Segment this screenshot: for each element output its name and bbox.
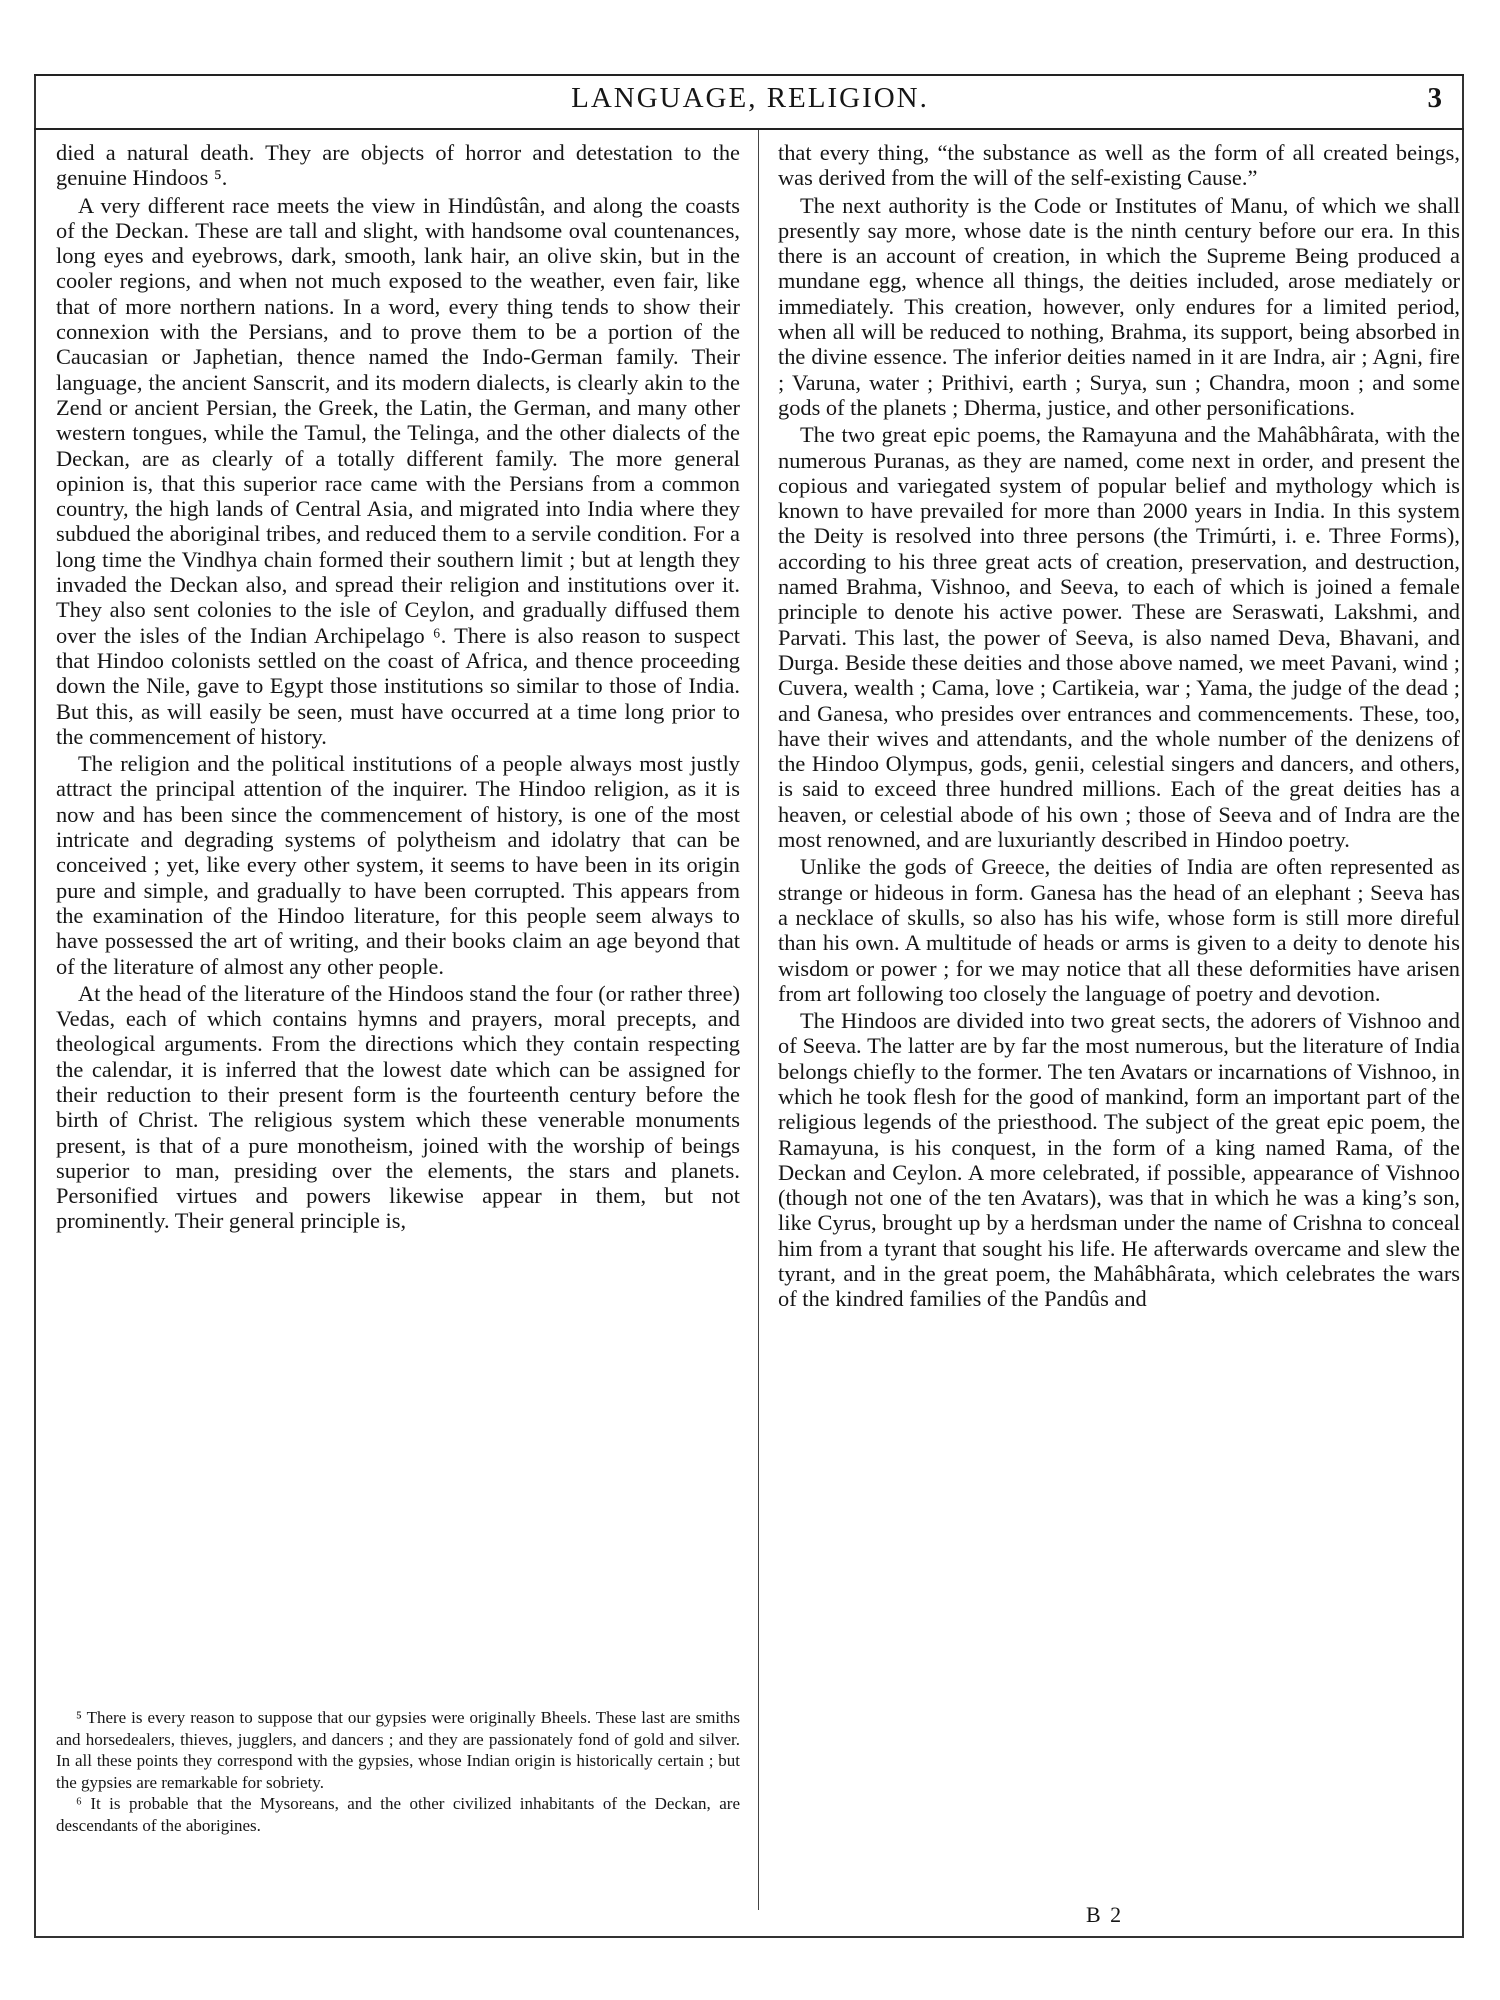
paragraph: Unlike the gods of Greece, the deities of India are often represented as strange or hideous in form. Ganesa has the head of an elephant ; Seeva has a necklace of skulls, so also has his wife, whose form is still more direful than his own. A multitude of heads or arms is given to a deity to denote his wisdom or power ; for we may notice that all these deformities have arisen from art following too closely the language of poetry and devotion. [778,854,1460,1006]
paragraph: At the head of the literature of the Hindoos stand the four (or rather three) Vedas, each of which contains hymns and prayers, moral precepts, and theological arguments. From the directions which they contain respecting the calendar, it is inferred that the lowest date which can be assigned for their reduction to their present form is the fourteenth century before the birth of Christ. The religious system which these venerable monuments present, is that of a pure monotheism, joined with the worship of beings superior to man, presiding over the elements, the stars and planets. Personified virtues and powers likewise appear in them, but not prominently. Their general principle is, [56,980,740,1234]
bottom-rule [34,1936,1464,1938]
paragraph: died a natural death. They are objects of horror and detestation to the genuine Hindoos ⁵. [56,140,740,191]
paragraph: The next authority is the Code or Institutes of Manu, of which we shall presently say more, whose date is the ninth century before our era. In this there is an account of creation, in which the Supreme Being produced a mundane egg, whence all things, the deities included, arose mediately or immediately. This creation, however, only endures for a limited period, when all will be reduced to nothing, Brahma, its support, being absorbed in the divine essence. The inferior deities named in it are Indra, air ; Agni, fire ; Varuna, water ; Prithivi, earth ; Surya, sun ; Chandra, moon ; and some gods of the planets ; Dherma, justice, and other personifications. [778,192,1460,420]
paragraph: A very different race meets the view in Hindûstân, and along the coasts of the Deckan. These are tall and slight, with handsome oval countenances, long eyes and eyebrows, dark, smooth, lank hair, an olive skin, but in the cooler regions, and when not much exposed to the weather, even fair, like that of more northern nations. In a word, every thing tends to show their connexion with the Persians, and to prove them to be a portion of the Caucasian or Japhetian, thence named the Indo-German family. Their language, the ancient Sanscrit, and its modern dialects, is clearly akin to the Zend or ancient Persian, the Greek, the Latin, the German, and many other western tongues, while the Tamul, the Telinga, and the other dialects of the Deckan, are as clearly of a totally different family. The more general opinion is, that this superior race came with the Persians from a common country, the high lands of Central Asia, and migrated into India where they subdued the aboriginal tribes, and reduced them to a servile condition. For a long time the Vindhya chain formed their southern limit ; but at length they invaded the Deckan also, and spread their religion and institutions over it. They also sent colonies to the isle of Ceylon, and gradually diffused them over the isles of the Indian Archipelago ⁶. There is also reason to suspect that Hindoo colonists settled on the coast of Africa, and thence proceeding down the Nile, gave to Egypt those institutions so similar to those of India. But this, as will easily be seen, must have occurred at a time long prior to the commencement of history. [56,192,740,749]
header-bottom-rule [34,128,1464,130]
page-number: 3 [1427,82,1442,114]
footnotes [56,1707,740,1836]
signature-mark: B 2 [1086,1902,1124,1927]
left-column [56,140,740,1236]
paragraph: The two great epic poems, the Ramayuna and the Mahâbhârata, with the numerous Puranas, as they are named, come next in order, and present the copious and variegated system of popular belief and mythology which is known to have prevailed for more than 2000 years in India. In this system the Deity is resolved into three persons (the Trimúrti, i. e. Three Forms), according to his three great acts of creation, preservation, and destruction, named Brahma, Vishnoo, and Seeva, to each of which is joined a female principle to denote his active power. These are Seraswati, Lakshmi, and Parvati. This last, the power of Seeva, is also named Deva, Bhavani, and Durga. Beside these deities and those above named, we meet Pavani, wind ; Cuvera, wealth ; Cama, love ; Cartikeia, war ; Yama, the judge of the dead ; and Ganesa, who presides over entrances and commencements. These, too, have their wives and attendants, and the whole number of the denizens of the Hindoo Olympus, gods, genii, celestial singers and dancers, and others, is said to exceed three hundred millions. Each of the great deities has a heaven, or celestial abode of his own ; those of Seeva and of Indra are the most renowned, and are luxuriantly described in Hindoo poetry. [778,422,1460,853]
footnote: ⁵ There is every reason to suppose that our gypsies were originally Bheels. These last are smiths and horsedealers, thieves, jugglers, and dancers ; and they are passionately fond of gold and silver. In all these points they correspond with the gypsies, whose Indian origin is historically certain ; but the gypsies are remarkable for sobriety. [56,1708,740,1792]
paragraph: The religion and the political institutions of a people always most justly attract the principal attention of the inquirer. The Hindoo religion, as it is now and has been since the commencement of history, is one of the most intricate and degrading systems of polytheism and idolatry that can be conceived ; yet, like every other system, it seems to have been in its origin pure and simple, and gradually to have been corrupted. This appears from the examination of the Hindoo literature, for this people seem always to have possessed the art of writing, and their books claim an age beyond that of the literature of almost any other people. [56,751,740,979]
running-header-title: LANGUAGE, RELIGION. [571,82,929,114]
column-divider [758,130,759,1910]
paragraph: that every thing, “the substance as well as the form of all created beings, was derived from the will of the self-existing Cause.” [778,140,1460,191]
footnote: ⁶ It is probable that the Mysoreans, and the other civilized inhabitants of the Deckan, are descendants of the aborigines. [56,1794,740,1835]
paragraph: The Hindoos are divided into two great sects, the adorers of Vishnoo and of Seeva. The latter are by far the most numerous, but the literature of India belongs chiefly to the former. The ten Avatars or incarnations of Vishnoo, in which he took flesh for the good of mankind, form an important part of the religious legends of the priesthood. The subject of the great epic poem, the Ramayuna, is his conquest, in the form of a king named Rama, of the Deckan and Ceylon. A more celebrated, if possible, appearance of Vishnoo (though not one of the ten Avatars), was that in which he was a king’s son, like Cyrus, brought up by a herdsman under the name of Crishna to conceal him from a tyrant that sought his life. He afterwards overcame and slew the tyrant, and in the great poem, the Mahâbhârata, which celebrates the wars of the kindred families of the Pandûs and [778,1008,1460,1312]
right-column [778,140,1460,1314]
